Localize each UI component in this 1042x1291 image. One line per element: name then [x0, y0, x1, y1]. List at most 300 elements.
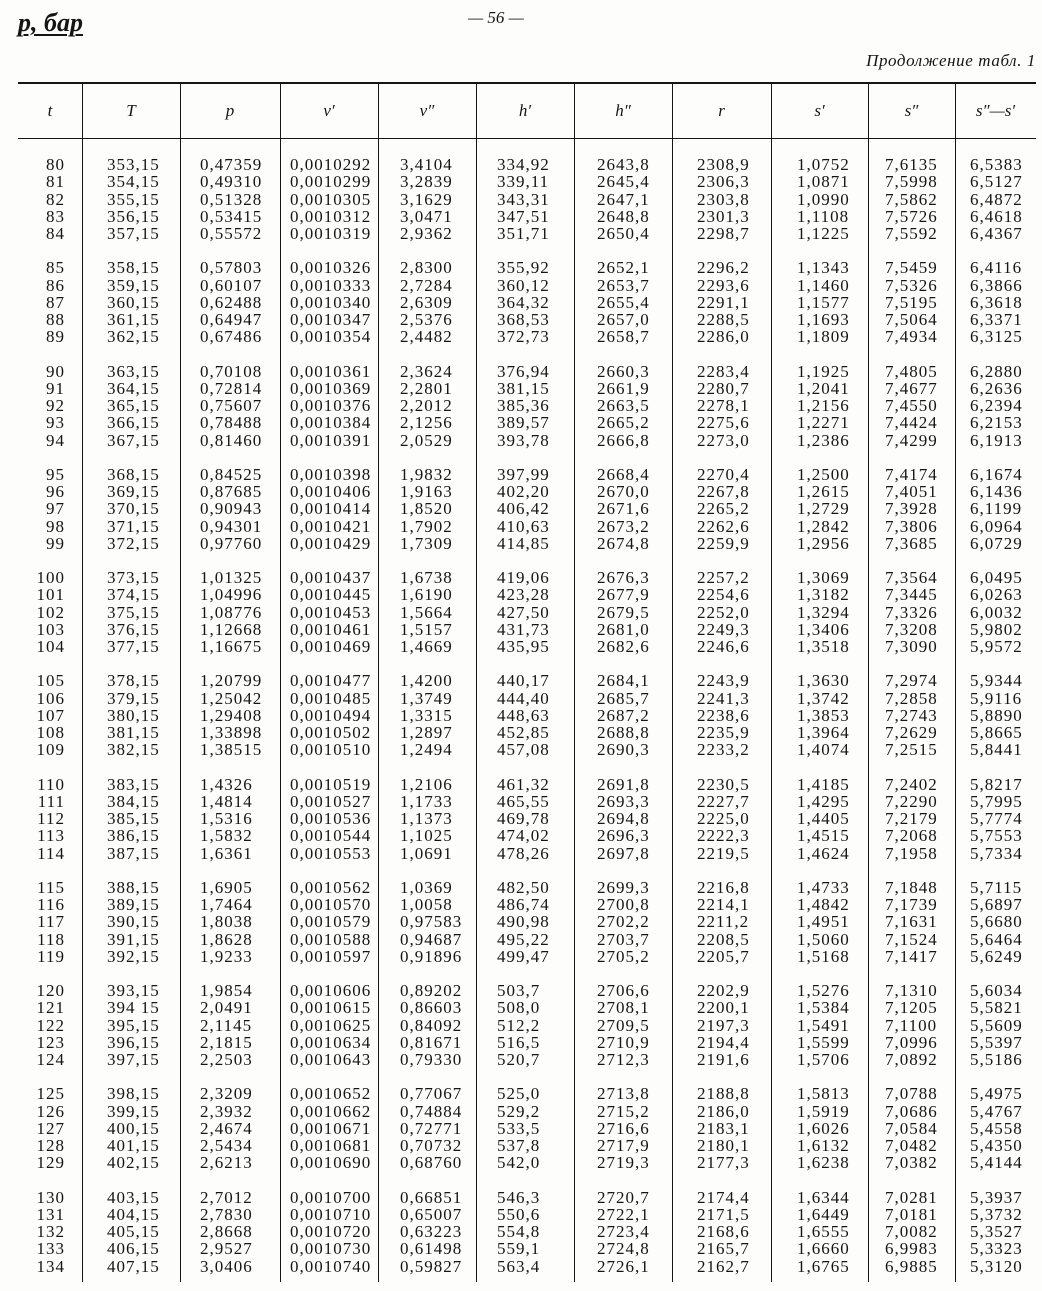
entropy-difference-cell: 6,5127 [970, 173, 1023, 191]
table-row [18, 1085, 1036, 1102]
liquid-entropy-cell: 1,5813 [797, 1085, 850, 1103]
temperature-c-cell: 100 [36, 569, 65, 587]
pressure-cell: 0,47359 [200, 156, 263, 174]
latent-heat-cell: 2288,5 [697, 311, 750, 329]
pressure-cell: 0,60107 [200, 276, 263, 294]
liquid-volume-cell: 0,0010662 [290, 1102, 372, 1120]
temperature-k-cell: 366,15 [107, 414, 160, 432]
liquid-volume-cell: 0,0010510 [290, 741, 372, 759]
vapor-enthalpy-cell: 2660,3 [597, 362, 650, 380]
entropy-difference-cell: 5,8441 [970, 741, 1023, 759]
liquid-volume-cell: 0,0010671 [290, 1119, 372, 1137]
column-header-vapor-enthalpy: h″ [615, 101, 631, 120]
pressure-cell: 1,12668 [200, 620, 263, 638]
table-row [18, 311, 1036, 328]
vapor-entropy-cell: 7,1848 [885, 878, 938, 896]
table-row [18, 1034, 1036, 1051]
column-divider [82, 84, 83, 1282]
temperature-k-cell: 353,15 [107, 156, 160, 174]
pressure-cell: 0,49310 [200, 173, 263, 191]
pressure-cell: 1,08776 [200, 603, 263, 621]
pressure-cell: 1,7464 [200, 896, 253, 914]
vapor-volume-cell: 1,0058 [400, 896, 453, 914]
row-group [18, 156, 1036, 242]
liquid-enthalpy-cell: 343,31 [497, 190, 550, 208]
entropy-difference-cell: 5,6680 [970, 913, 1023, 931]
entropy-difference-cell: 6,0032 [970, 603, 1023, 621]
vapor-entropy-cell: 6,9983 [885, 1240, 938, 1258]
liquid-entropy-cell: 1,2729 [797, 500, 850, 518]
liquid-entropy-cell: 1,4951 [797, 913, 850, 931]
liquid-enthalpy-cell: 381,15 [497, 379, 550, 397]
temperature-c-cell: 108 [36, 724, 65, 742]
liquid-enthalpy-cell: 516,5 [497, 1033, 541, 1051]
temperature-k-cell: 398,15 [107, 1085, 160, 1103]
vapor-enthalpy-cell: 2676,3 [597, 569, 650, 587]
liquid-volume-cell: 0,0010312 [290, 207, 372, 225]
vapor-entropy-cell: 7,2402 [885, 775, 938, 793]
row-group [18, 259, 1036, 345]
entropy-difference-cell: 5,5609 [970, 1016, 1023, 1034]
temperature-k-cell: 406,15 [107, 1240, 160, 1258]
vapor-volume-cell: 0,68760 [400, 1154, 463, 1172]
vapor-enthalpy-cell: 2691,8 [597, 775, 650, 793]
temperature-c-cell: 91 [46, 379, 65, 397]
temperature-c-cell: 134 [36, 1257, 65, 1275]
liquid-enthalpy-cell: 563,4 [497, 1257, 541, 1275]
entropy-difference-cell: 6,2880 [970, 362, 1023, 380]
temperature-k-cell: 369,15 [107, 483, 160, 501]
vapor-entropy-cell: 7,2743 [885, 706, 938, 724]
liquid-entropy-cell: 1,4842 [797, 896, 850, 914]
entropy-difference-cell: 5,3937 [970, 1188, 1023, 1206]
latent-heat-cell: 2298,7 [697, 225, 750, 243]
liquid-enthalpy-cell: 410,63 [497, 517, 550, 535]
liquid-enthalpy-cell: 554,8 [497, 1223, 541, 1241]
entropy-difference-cell: 5,3527 [970, 1223, 1023, 1241]
vapor-entropy-cell: 7,5998 [885, 173, 938, 191]
liquid-enthalpy-cell: 448,63 [497, 706, 550, 724]
liquid-volume-cell: 0,0010437 [290, 569, 372, 587]
temperature-c-cell: 116 [37, 896, 65, 914]
pressure-cell: 2,6213 [200, 1154, 253, 1172]
entropy-difference-cell: 6,1674 [970, 465, 1023, 483]
temperature-c-cell: 113 [37, 827, 65, 845]
vapor-volume-cell: 2,3624 [400, 362, 453, 380]
table-row [18, 225, 1036, 242]
vapor-enthalpy-cell: 2653,7 [597, 276, 650, 294]
liquid-volume-cell: 0,0010519 [290, 775, 372, 793]
entropy-difference-cell: 6,4367 [970, 225, 1023, 243]
temperature-k-cell: 359,15 [107, 276, 160, 294]
liquid-enthalpy-cell: 495,22 [497, 930, 550, 948]
vapor-volume-cell: 3,1629 [400, 190, 453, 208]
vapor-volume-cell: 1,1373 [400, 810, 453, 828]
table-body [18, 139, 1036, 1275]
latent-heat-cell: 2235,9 [697, 724, 750, 742]
vapor-volume-cell: 0,70732 [400, 1137, 463, 1155]
vapor-entropy-cell: 7,1524 [885, 930, 938, 948]
liquid-entropy-cell: 1,1693 [797, 311, 850, 329]
column-header-vapor-entropy: s″ [904, 101, 919, 120]
liquid-entropy-cell: 1,5706 [797, 1051, 850, 1069]
liquid-entropy-cell: 1,6132 [797, 1137, 850, 1155]
vapor-enthalpy-cell: 2665,2 [597, 414, 650, 432]
liquid-volume-cell: 0,0010453 [290, 603, 372, 621]
column-header-temperature-c: t [47, 101, 53, 120]
liquid-volume-cell: 0,0010292 [290, 156, 372, 174]
temperature-k-cell: 397,15 [107, 1051, 160, 1069]
latent-heat-cell: 2280,7 [697, 379, 750, 397]
entropy-difference-cell: 6,1913 [970, 431, 1023, 449]
table-row [18, 1223, 1036, 1240]
table-row [18, 1206, 1036, 1223]
entropy-difference-cell: 5,4767 [970, 1102, 1023, 1120]
liquid-enthalpy-cell: 461,32 [497, 775, 550, 793]
liquid-enthalpy-cell: 355,92 [497, 259, 550, 277]
column-divider [476, 84, 477, 1282]
table-row [18, 982, 1036, 999]
pressure-cell: 2,2503 [200, 1051, 253, 1069]
liquid-volume-cell: 0,0010340 [290, 293, 372, 311]
vapor-volume-cell: 1,6190 [400, 586, 453, 604]
table-row [18, 173, 1036, 190]
liquid-enthalpy-cell: 414,85 [497, 534, 550, 552]
liquid-volume-cell: 0,0010461 [290, 620, 372, 638]
liquid-entropy-cell: 1,1925 [797, 362, 850, 380]
pressure-cell: 1,4326 [200, 775, 253, 793]
pressure-cell: 2,7012 [200, 1188, 253, 1206]
vapor-entropy-cell: 7,1958 [885, 844, 938, 862]
vapor-volume-cell: 0,66851 [400, 1188, 463, 1206]
vapor-volume-cell: 1,8520 [400, 500, 453, 518]
latent-heat-cell: 2174,4 [697, 1188, 750, 1206]
temperature-k-cell: 377,15 [107, 638, 160, 656]
liquid-volume-cell: 0,0010384 [290, 414, 372, 432]
temperature-k-cell: 376,15 [107, 620, 160, 638]
vapor-entropy-cell: 7,4051 [885, 483, 938, 501]
temperature-k-cell: 389,15 [107, 896, 160, 914]
temperature-k-cell: 357,15 [107, 225, 160, 243]
temperature-k-cell: 387,15 [107, 844, 160, 862]
latent-heat-cell: 2233,2 [697, 741, 750, 759]
pressure-cell: 1,4814 [200, 792, 253, 810]
temperature-c-cell: 109 [36, 741, 65, 759]
vapor-volume-cell: 1,6738 [400, 569, 453, 587]
entropy-difference-cell: 6,1199 [970, 500, 1023, 518]
latent-heat-cell: 2293,6 [697, 276, 750, 294]
vapor-enthalpy-cell: 2700,8 [597, 896, 650, 914]
temperature-c-cell: 80 [46, 156, 65, 174]
table-row [18, 500, 1036, 517]
vapor-volume-cell: 0,84092 [400, 1016, 463, 1034]
entropy-difference-cell: 6,4872 [970, 190, 1023, 208]
vapor-enthalpy-cell: 2708,1 [597, 999, 650, 1017]
latent-heat-cell: 2222,3 [697, 827, 750, 845]
vapor-enthalpy-cell: 2723,4 [597, 1223, 650, 1241]
entropy-difference-cell: 5,5397 [970, 1033, 1023, 1051]
column-divider [180, 84, 181, 1282]
liquid-entropy-cell: 1,2041 [797, 379, 850, 397]
latent-heat-cell: 2306,3 [697, 173, 750, 191]
table-row [18, 535, 1036, 552]
pressure-cell: 1,38515 [200, 741, 263, 759]
vapor-volume-cell: 3,0471 [400, 207, 453, 225]
latent-heat-cell: 2301,3 [697, 207, 750, 225]
entropy-difference-cell: 5,4144 [970, 1154, 1023, 1172]
temperature-k-cell: 405,15 [107, 1223, 160, 1241]
temperature-c-cell: 89 [46, 328, 65, 346]
liquid-entropy-cell: 1,3182 [797, 586, 850, 604]
pressure-cell: 0,75607 [200, 397, 263, 415]
latent-heat-cell: 2270,4 [697, 465, 750, 483]
vapor-volume-cell: 1,0691 [400, 844, 453, 862]
temperature-k-cell: 364,15 [107, 379, 160, 397]
vapor-enthalpy-cell: 2670,0 [597, 483, 650, 501]
vapor-volume-cell: 1,9832 [400, 465, 453, 483]
vapor-entropy-cell: 7,3445 [885, 586, 938, 604]
liquid-entropy-cell: 1,4624 [797, 844, 850, 862]
vapor-volume-cell: 1,2106 [400, 775, 453, 793]
temperature-c-cell: 85 [46, 259, 65, 277]
liquid-volume-cell: 0,0010527 [290, 792, 372, 810]
vapor-enthalpy-cell: 2726,1 [597, 1257, 650, 1275]
latent-heat-cell: 2230,5 [697, 775, 750, 793]
liquid-volume-cell: 0,0010690 [290, 1154, 372, 1172]
table-row [18, 741, 1036, 758]
liquid-enthalpy-cell: 542,0 [497, 1154, 541, 1172]
row-group [18, 672, 1036, 758]
liquid-enthalpy-cell: 537,8 [497, 1137, 541, 1155]
latent-heat-cell: 2267,8 [697, 483, 750, 501]
vapor-enthalpy-cell: 2655,4 [597, 293, 650, 311]
temperature-c-cell: 112 [37, 810, 65, 828]
temperature-c-cell: 106 [36, 689, 65, 707]
vapor-entropy-cell: 6,9885 [885, 1257, 938, 1275]
liquid-enthalpy-cell: 360,12 [497, 276, 550, 294]
vapor-entropy-cell: 7,3564 [885, 569, 938, 587]
vapor-volume-cell: 1,5157 [400, 620, 453, 638]
temperature-c-cell: 93 [46, 414, 65, 432]
liquid-entropy-cell: 1,4185 [797, 775, 850, 793]
temperature-k-cell: 372,15 [107, 534, 160, 552]
temperature-c-cell: 87 [46, 293, 65, 311]
table-row [18, 999, 1036, 1016]
vapor-entropy-cell: 7,2858 [885, 689, 938, 707]
vapor-entropy-cell: 7,1739 [885, 896, 938, 914]
vapor-enthalpy-cell: 2657,0 [597, 311, 650, 329]
temperature-c-cell: 111 [37, 792, 65, 810]
liquid-enthalpy-cell: 457,08 [497, 741, 550, 759]
vapor-enthalpy-cell: 2715,2 [597, 1102, 650, 1120]
vapor-volume-cell: 1,2897 [400, 724, 453, 742]
liquid-entropy-cell: 1,5491 [797, 1016, 850, 1034]
vapor-volume-cell: 0,72771 [400, 1119, 463, 1137]
temperature-c-cell: 101 [36, 586, 65, 604]
latent-heat-cell: 2200,1 [697, 999, 750, 1017]
entropy-difference-cell: 5,7115 [970, 878, 1023, 896]
vapor-volume-cell: 3,2839 [400, 173, 453, 191]
table-row [18, 259, 1036, 276]
pressure-cell: 1,9233 [200, 947, 253, 965]
liquid-entropy-cell: 1,5276 [797, 982, 850, 1000]
liquid-entropy-cell: 1,6238 [797, 1154, 850, 1172]
table-row [18, 1120, 1036, 1137]
vapor-entropy-cell: 7,3208 [885, 620, 938, 638]
liquid-entropy-cell: 1,3294 [797, 603, 850, 621]
vapor-enthalpy-cell: 2648,8 [597, 207, 650, 225]
vapor-volume-cell: 2,6309 [400, 293, 453, 311]
vapor-volume-cell: 3,4104 [400, 156, 453, 174]
pressure-cell: 1,20799 [200, 672, 263, 690]
liquid-entropy-cell: 1,0752 [797, 156, 850, 174]
pressure-cell: 2,8668 [200, 1223, 253, 1241]
vapor-entropy-cell: 7,3928 [885, 500, 938, 518]
temperature-k-cell: 394 15 [107, 999, 160, 1017]
liquid-volume-cell: 0,0010376 [290, 397, 372, 415]
pressure-cell: 1,8628 [200, 930, 253, 948]
liquid-entropy-cell: 1,2156 [797, 397, 850, 415]
temperature-k-cell: 375,15 [107, 603, 160, 621]
temperature-c-cell: 99 [46, 534, 65, 552]
liquid-volume-cell: 0,0010319 [290, 225, 372, 243]
vapor-enthalpy-cell: 2661,9 [597, 379, 650, 397]
vapor-entropy-cell: 7,5592 [885, 225, 938, 243]
latent-heat-cell: 2180,1 [697, 1137, 750, 1155]
liquid-enthalpy-cell: 499,47 [497, 947, 550, 965]
latent-heat-cell: 2225,0 [697, 810, 750, 828]
vapor-entropy-cell: 7,2515 [885, 741, 938, 759]
vapor-entropy-cell: 7,1100 [885, 1016, 938, 1034]
column-header-latent-heat: r [718, 101, 725, 120]
table-continuation-caption: Продолжение табл. 1 [866, 51, 1036, 70]
pressure-cell: 0,57803 [200, 259, 263, 277]
latent-heat-cell: 2254,6 [697, 586, 750, 604]
liquid-enthalpy-cell: 397,99 [497, 465, 550, 483]
entropy-difference-cell: 6,0729 [970, 534, 1023, 552]
temperature-k-cell: 386,15 [107, 827, 160, 845]
table-row [18, 827, 1036, 844]
table-row [18, 621, 1036, 638]
row-group [18, 776, 1036, 862]
vapor-entropy-cell: 7,0892 [885, 1051, 938, 1069]
liquid-enthalpy-cell: 351,71 [497, 225, 550, 243]
liquid-entropy-cell: 1,0871 [797, 173, 850, 191]
temperature-k-cell: 395,15 [107, 1016, 160, 1034]
liquid-entropy-cell: 1,2500 [797, 465, 850, 483]
temperature-c-cell: 117 [37, 913, 65, 931]
pressure-cell: 1,04996 [200, 586, 263, 604]
table-row [18, 586, 1036, 603]
vapor-enthalpy-cell: 2702,2 [597, 913, 650, 931]
vapor-entropy-cell: 7,2179 [885, 810, 938, 828]
temperature-k-cell: 374,15 [107, 586, 160, 604]
entropy-difference-cell: 5,9572 [970, 638, 1023, 656]
liquid-entropy-cell: 1,1225 [797, 225, 850, 243]
temperature-c-cell: 131 [36, 1205, 65, 1223]
vapor-entropy-cell: 7,3090 [885, 638, 938, 656]
vapor-entropy-cell: 7,0082 [885, 1223, 938, 1241]
vapor-enthalpy-cell: 2663,5 [597, 397, 650, 415]
vapor-entropy-cell: 7,5326 [885, 276, 938, 294]
temperature-k-cell: 380,15 [107, 706, 160, 724]
liquid-volume-cell: 0,0010361 [290, 362, 372, 380]
temperature-k-cell: 383,15 [107, 775, 160, 793]
liquid-enthalpy-cell: 339,11 [497, 173, 550, 191]
temperature-k-cell: 365,15 [107, 397, 160, 415]
vapor-enthalpy-cell: 2710,9 [597, 1033, 650, 1051]
liquid-entropy-cell: 1,6026 [797, 1119, 850, 1137]
liquid-volume-cell: 0,0010299 [290, 173, 372, 191]
table-row [18, 191, 1036, 208]
table-row [18, 931, 1036, 948]
vapor-entropy-cell: 7,1417 [885, 947, 938, 965]
vapor-volume-cell: 2,0529 [400, 431, 453, 449]
liquid-enthalpy-cell: 402,20 [497, 483, 550, 501]
liquid-enthalpy-cell: 334,92 [497, 156, 550, 174]
vapor-enthalpy-cell: 2706,6 [597, 982, 650, 1000]
vapor-volume-cell: 0,59827 [400, 1257, 463, 1275]
vapor-enthalpy-cell: 2696,3 [597, 827, 650, 845]
temperature-k-cell: 354,15 [107, 173, 160, 191]
temperature-c-cell: 81 [46, 173, 65, 191]
temperature-c-cell: 82 [46, 190, 65, 208]
vapor-enthalpy-cell: 2717,9 [597, 1137, 650, 1155]
latent-heat-cell: 2205,7 [697, 947, 750, 965]
pressure-cell: 2,4674 [200, 1119, 253, 1137]
liquid-volume-cell: 0,0010720 [290, 1223, 372, 1241]
temperature-c-cell: 110 [37, 775, 65, 793]
temperature-k-cell: 370,15 [107, 500, 160, 518]
liquid-volume-cell: 0,0010333 [290, 276, 372, 294]
entropy-difference-cell: 6,3866 [970, 276, 1023, 294]
liquid-enthalpy-cell: 533,5 [497, 1119, 541, 1137]
latent-heat-cell: 2265,2 [697, 500, 750, 518]
vapor-entropy-cell: 7,4677 [885, 379, 938, 397]
vapor-enthalpy-cell: 2652,1 [597, 259, 650, 277]
entropy-difference-cell: 6,4116 [970, 259, 1023, 277]
entropy-difference-cell: 6,2636 [970, 379, 1023, 397]
liquid-enthalpy-cell: 474,02 [497, 827, 550, 845]
liquid-enthalpy-cell: 364,32 [497, 293, 550, 311]
temperature-c-cell: 98 [46, 517, 65, 535]
liquid-volume-cell: 0,0010588 [290, 930, 372, 948]
liquid-volume-cell: 0,0010643 [290, 1051, 372, 1069]
liquid-entropy-cell: 1,6765 [797, 1257, 850, 1275]
temperature-k-cell: 385,15 [107, 810, 160, 828]
entropy-difference-cell: 5,5821 [970, 999, 1023, 1017]
vapor-entropy-cell: 7,5064 [885, 311, 938, 329]
temperature-c-cell: 92 [46, 397, 65, 415]
liquid-volume-cell: 0,0010445 [290, 586, 372, 604]
pressure-cell: 2,9527 [200, 1240, 253, 1258]
vapor-entropy-cell: 7,5195 [885, 293, 938, 311]
column-divider [771, 84, 772, 1282]
entropy-difference-cell: 5,7553 [970, 827, 1023, 845]
temperature-c-cell: 104 [36, 638, 65, 656]
entropy-difference-cell: 5,5186 [970, 1051, 1023, 1069]
table-row [18, 948, 1036, 965]
liquid-volume-cell: 0,0010369 [290, 379, 372, 397]
pressure-cell: 2,1815 [200, 1033, 253, 1051]
temperature-k-cell: 390,15 [107, 913, 160, 931]
liquid-entropy-cell: 1,1577 [797, 293, 850, 311]
entropy-difference-cell: 5,8890 [970, 706, 1023, 724]
vapor-volume-cell: 0,61498 [400, 1240, 463, 1258]
column-divider [955, 84, 956, 1282]
vapor-enthalpy-cell: 2697,8 [597, 844, 650, 862]
column-divider [280, 84, 281, 1282]
